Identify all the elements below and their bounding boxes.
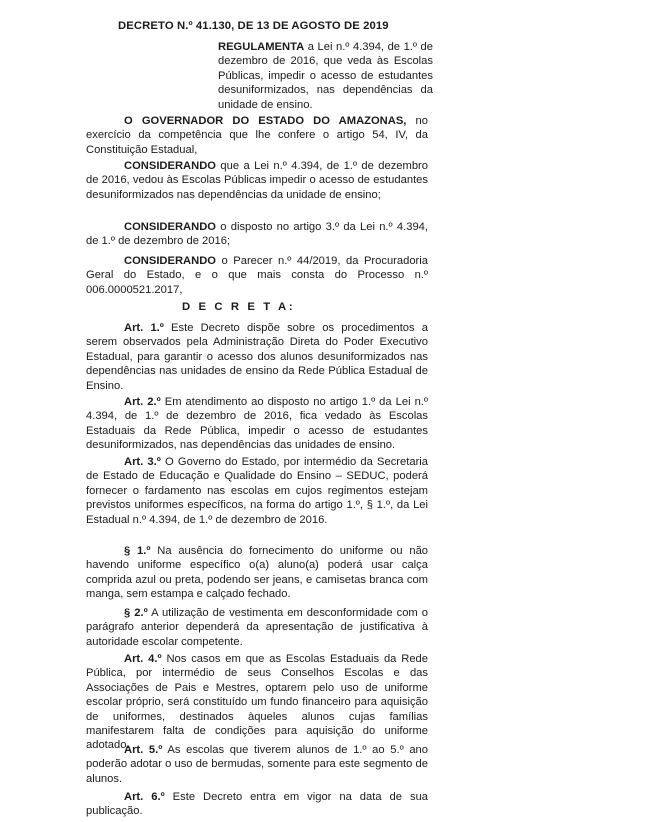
article-label: Art. 5.º	[124, 744, 163, 756]
considerando-2	[86, 220, 428, 249]
article-text: Em atendimento ao disposto no artigo 1.º da Lei n.º 4.394, de 1.º de dezembro de 2016, fica vedado às Escolas Estaduais da Rede Pública, impedir o acesso de estudantes desuniformizados, nas dependências das unidades de ensino.	[86, 396, 428, 452]
paragraph-text: A utilização de vestimenta em desconformidade com o parágrafo anterior dependerá da apresentação de justificativa à autoridade escolar competente.	[86, 607, 428, 648]
considerando-keyword: CONSIDERANDO	[124, 160, 216, 172]
considerando-3	[86, 254, 428, 297]
preamble-text: no exercício da competência que lhe confere o artigo 54, IV, da Constituição Estadual,	[86, 115, 428, 156]
preamble-paragraph	[86, 114, 428, 157]
article-label: Art. 3.º	[124, 456, 161, 468]
considerando-text: o disposto no artigo 3.º da Lei n.º 4.394, de 1.º de dezembro de 2016;	[86, 221, 428, 248]
article-2	[86, 395, 428, 453]
preamble-keyword: O GOVERNADOR DO ESTADO DO AMAZONAS,	[124, 115, 407, 127]
summary-keyword: REGULAMENTA	[218, 41, 305, 53]
article-1	[86, 321, 428, 393]
article-5	[86, 743, 428, 786]
article-text: O Governo do Estado, por intermédio da Secretaria de Estado de Educação e Qualidade do Ensino – SEDUC, poderá fornecer o fardamento nas escolas em cujos regimentos estejam previstos uniformes específicos, na forma do artigo 1.º, § 1.º, da Lei Estadual n.º 4.394, de 1.º de dezembro de 2016.	[86, 456, 429, 526]
article-text: Este Decreto dispõe sobre os procedimentos a serem observados pela Administração Direta do Poder Executivo Estadual, para garantir o acesso dos alunos desuniformizados nas dependências nas unidades de ensino da Rede Pública Estadual de Ensino.	[86, 322, 429, 392]
summary-text: a Lei n.º 4.394, de 1.º de dezembro de 2016, que veda às Escolas Públicas, impedir o acesso de estudantes desuniformizados, nas dependências da unidade de ensino.	[218, 41, 433, 111]
considerando-keyword: CONSIDERANDO	[124, 221, 216, 233]
article-text: Este Decreto entra em vigor na data de sua publicação.	[86, 791, 429, 818]
article-3-paragraph-1	[86, 544, 428, 602]
decreta-heading: D E C R E T A:	[182, 301, 296, 313]
article-label: Art. 1.º	[124, 322, 164, 334]
decree-summary	[218, 40, 433, 112]
paragraph-label: § 2.º	[124, 607, 148, 619]
article-text: As escolas que tiverem alunos de 1.º ao 5.º ano poderão adotar o uso de bermudas, somente para este segmento de alunos.	[86, 744, 428, 785]
article-3	[86, 455, 428, 527]
article-text: Nos casos em que as Escolas Estaduais da Rede Pública, por intermédio de seus Conselhos Escolas e das Associações de Pais e Mestres, optarem pelo uso de uniforme escolar próprio, será constituído um fundo financeiro para aquisição de uniformes, destinados àqueles alunos cujas famílias manifestarem falta de condições para aquisição do uniforme adotado.	[86, 653, 429, 752]
decree-title: DECRETO N.º 41.130, DE 13 DE AGOSTO DE 2019	[118, 20, 389, 32]
article-label: Art. 6.º	[124, 791, 165, 803]
considerando-1	[86, 159, 428, 202]
paragraph-text: Na ausência do fornecimento do uniforme ou não havendo uniforme específico o(a) aluno(a) poderá usar calça comprida azul ou preta, podendo ser jeans, e camisetas branca com manga, sem estampa e calçado fechado.	[86, 545, 429, 601]
paragraph-label: § 1.º	[124, 545, 151, 557]
article-label: Art. 4.º	[124, 653, 162, 665]
considerando-text: o Parecer n.º 44/2019, da Procuradoria Geral do Estado, e o que mais consta do Processo n.º 006.0000521.2017,	[86, 255, 428, 296]
article-4	[86, 652, 428, 753]
considerando-keyword: CONSIDERANDO	[124, 255, 216, 267]
article-label: Art. 2.º	[124, 396, 161, 408]
article-3-paragraph-2	[86, 606, 428, 649]
article-6	[86, 790, 428, 819]
considerando-text: que a Lei n.º 4.394, de 1.º de dezembro de 2016, vedou às Escolas Públicas impedir o acesso de estudantes desuniformizados nas dependências da unidade de ensino;	[86, 160, 428, 201]
